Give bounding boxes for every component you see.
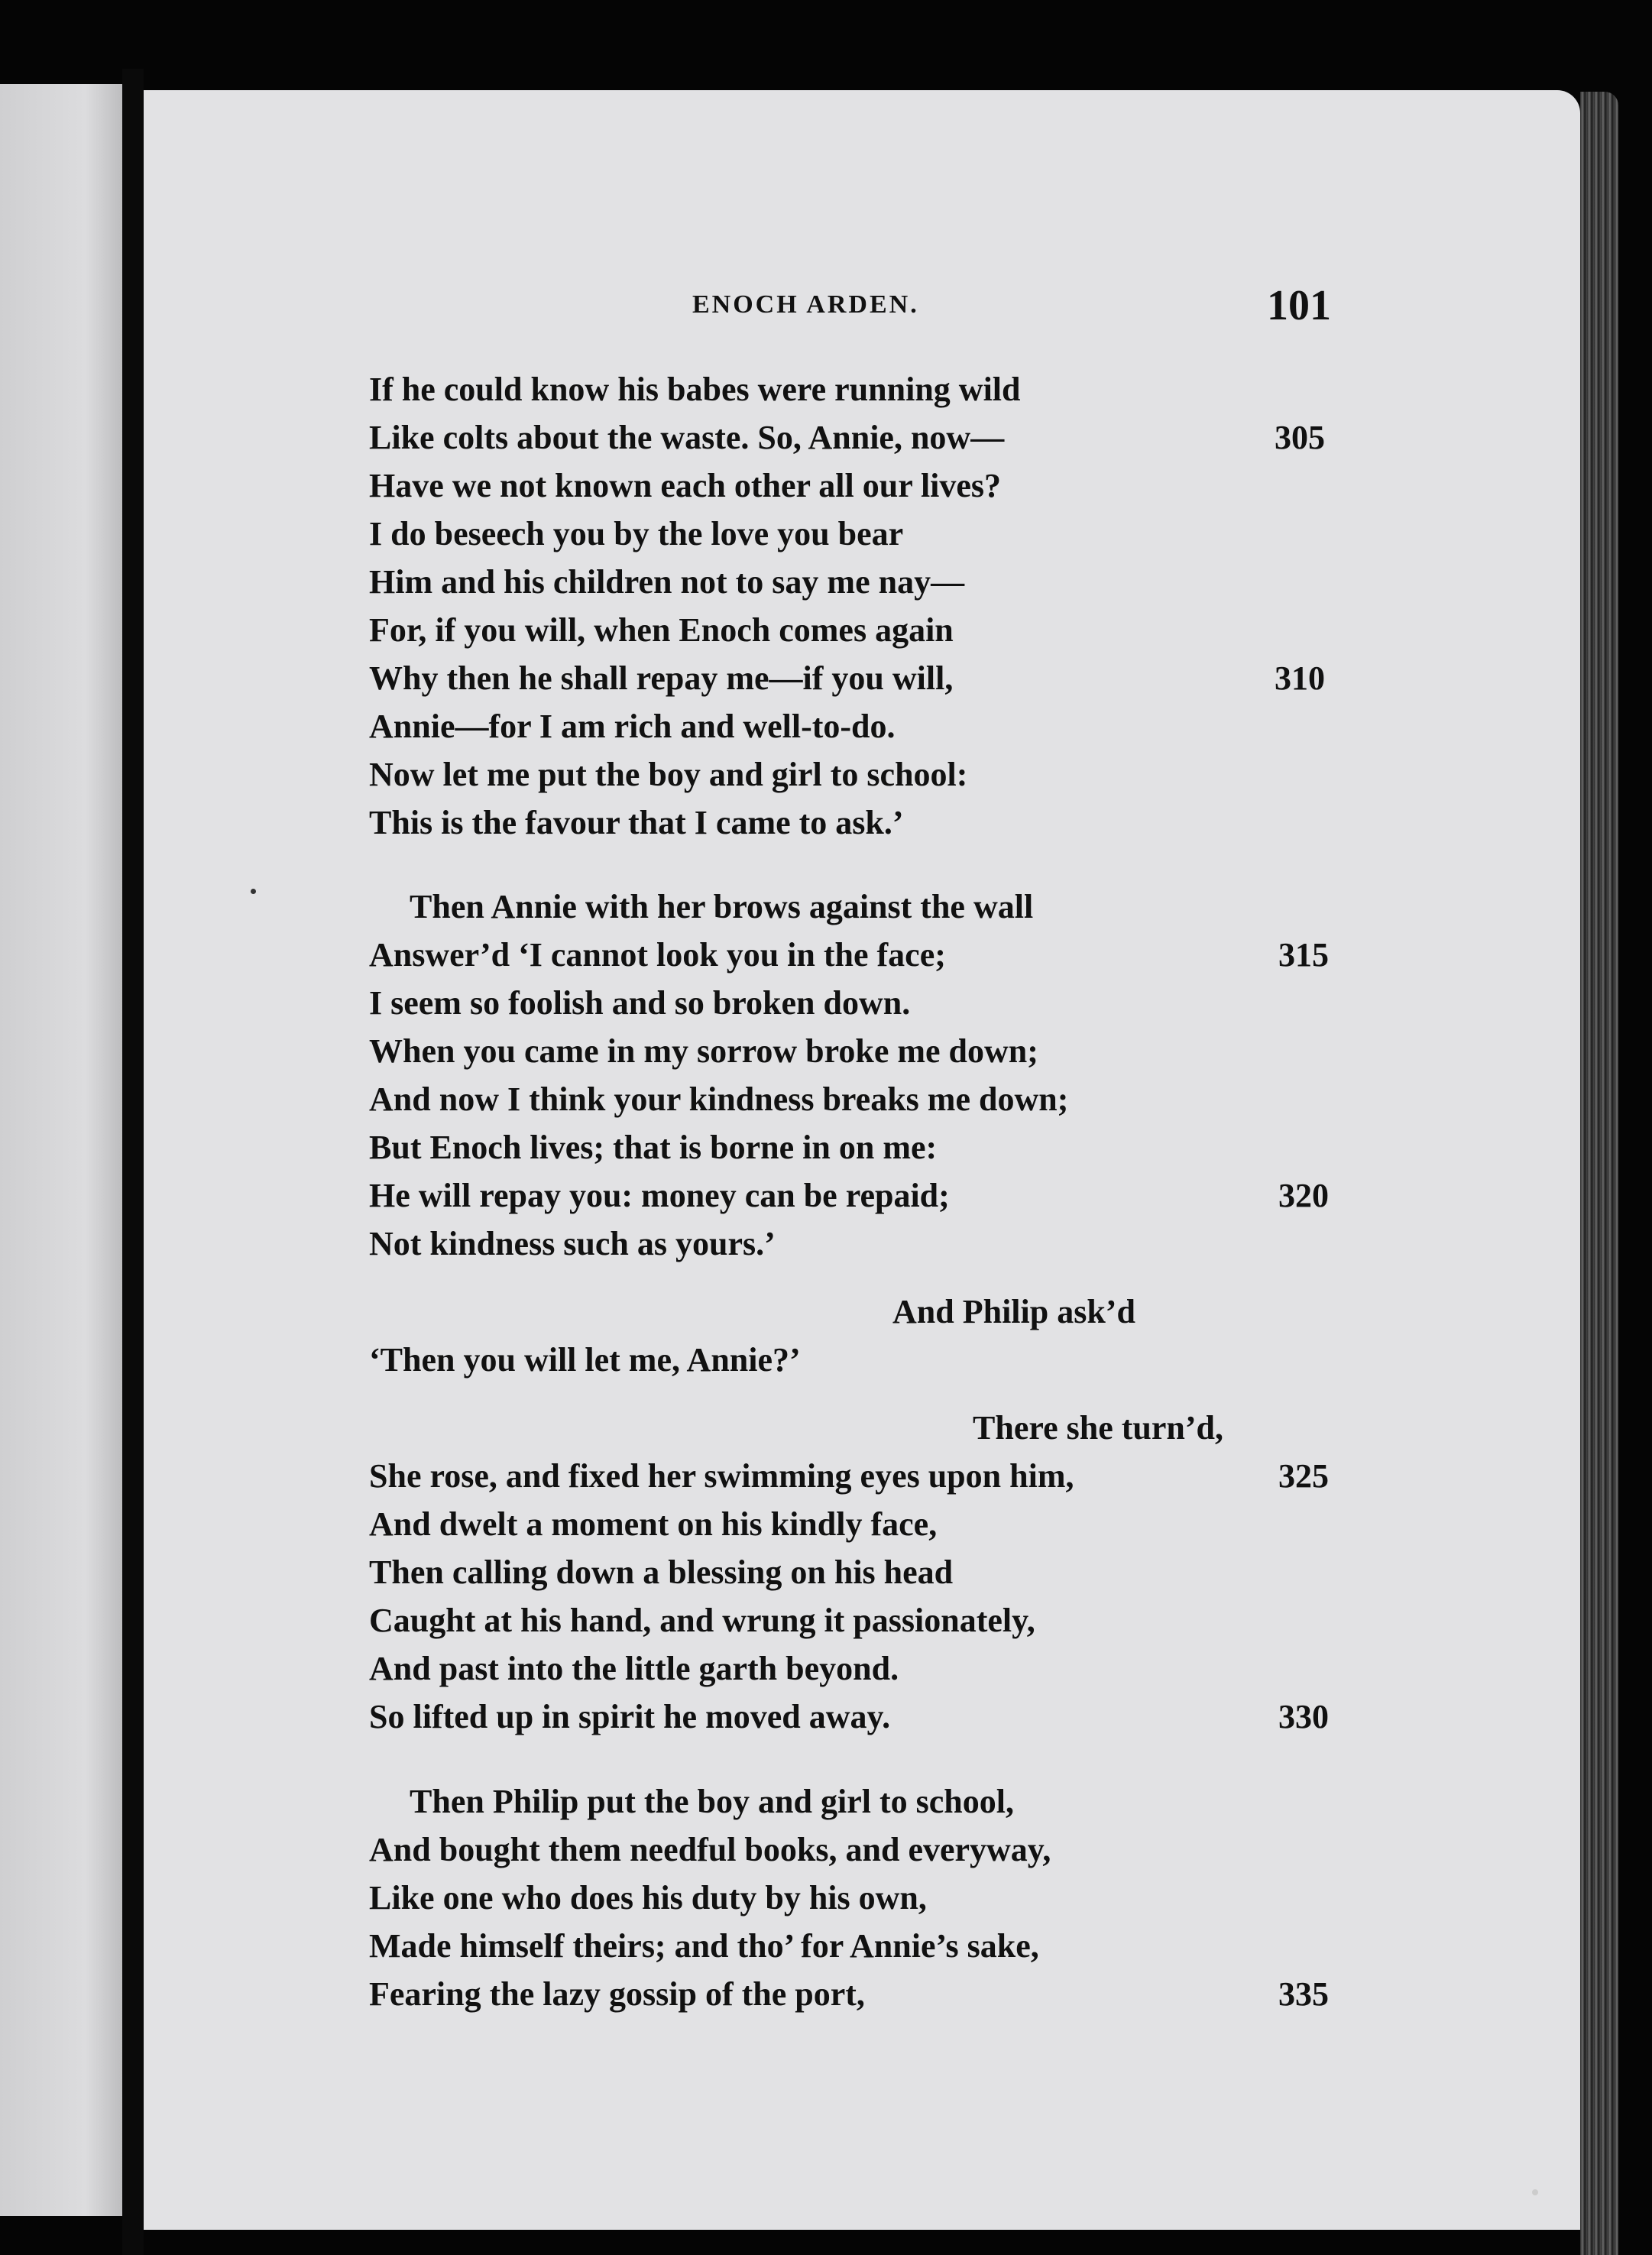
book-page: [144, 90, 1580, 2230]
page-text: [144, 90, 1580, 2230]
poem-line: Fearing the lazy gossip of the port,: [369, 1975, 865, 2013]
poem-line: Like one who does his duty by his own,: [369, 1879, 927, 1916]
poem-line: And now I think your kindness breaks me down;: [369, 1081, 1069, 1118]
poem-line: For, if you will, when Enoch comes again: [369, 611, 954, 649]
poem-line: I seem so foolish and so broken down.: [369, 984, 911, 1022]
poem-line: And dwelt a moment on his kindly face,: [369, 1505, 938, 1543]
poem-line: ‘Then you will let me, Annie?’: [369, 1341, 801, 1379]
poem-line: He will repay you: money can be repaid;: [369, 1177, 950, 1214]
poem-line: And Philip ask’d: [892, 1293, 1135, 1330]
poem-line: When you came in my sorrow broke me down;: [369, 1032, 1038, 1070]
line-number: 305: [1275, 419, 1325, 456]
ink-speck: [1532, 2189, 1538, 2195]
poem-line: There she turn’d,: [973, 1409, 1223, 1447]
poem-line: Then Annie with her brows against the wall: [410, 888, 1034, 925]
poem-line: I do beseech you by the love you bear: [369, 515, 904, 552]
ink-speck: [251, 889, 256, 894]
poem-line: She rose, and fixed her swimming eyes upon him,: [369, 1457, 1074, 1495]
poem-line: If he could know his babes were running wild: [369, 371, 1021, 408]
poem-line: Annie—for I am rich and well-to-do.: [369, 708, 896, 745]
poem-line: Have we not known each other all our lives?: [369, 467, 1002, 504]
poem-line: This is the favour that I came to ask.’: [369, 804, 904, 841]
poem-line: And past into the little garth beyond.: [369, 1650, 899, 1687]
poem-line: Like colts about the waste. So, Annie, now—: [369, 419, 1005, 456]
poem-line: Caught at his hand, and wrung it passionately,: [369, 1602, 1035, 1639]
poem-line: Then calling down a blessing on his head: [369, 1554, 954, 1591]
page-stack-edge: [1580, 92, 1618, 2255]
running-head: ENOCH ARDEN.: [692, 290, 919, 319]
line-number: 330: [1278, 1698, 1329, 1735]
book-gutter: [122, 69, 144, 2255]
poem-line: And bought them needful books, and everyway,: [369, 1831, 1051, 1868]
poem-line: Then Philip put the boy and girl to school,: [410, 1783, 1014, 1820]
poem-line: Him and his children not to say me nay—: [369, 563, 965, 601]
page-number: 101: [1267, 282, 1331, 329]
poem-line: So lifted up in spirit he moved away.: [369, 1698, 891, 1735]
line-number: 320: [1278, 1177, 1329, 1214]
poem-line: Made himself theirs; and tho’ for Annie’s sake,: [369, 1927, 1039, 1965]
poem-line: Now let me put the boy and girl to school:: [369, 756, 968, 793]
poem-line: Why then he shall repay me—if you will,: [369, 659, 954, 697]
line-number: 335: [1278, 1975, 1329, 2013]
left-page-edge: [0, 84, 122, 2216]
poem-line: Answer’d ‘I cannot look you in the face;: [369, 936, 946, 974]
poem-line: But Enoch lives; that is borne in on me:: [369, 1129, 938, 1166]
line-number: 315: [1278, 936, 1329, 974]
line-number: 310: [1275, 659, 1325, 697]
line-number: 325: [1278, 1457, 1329, 1495]
poem-line: Not kindness such as yours.’: [369, 1225, 776, 1262]
